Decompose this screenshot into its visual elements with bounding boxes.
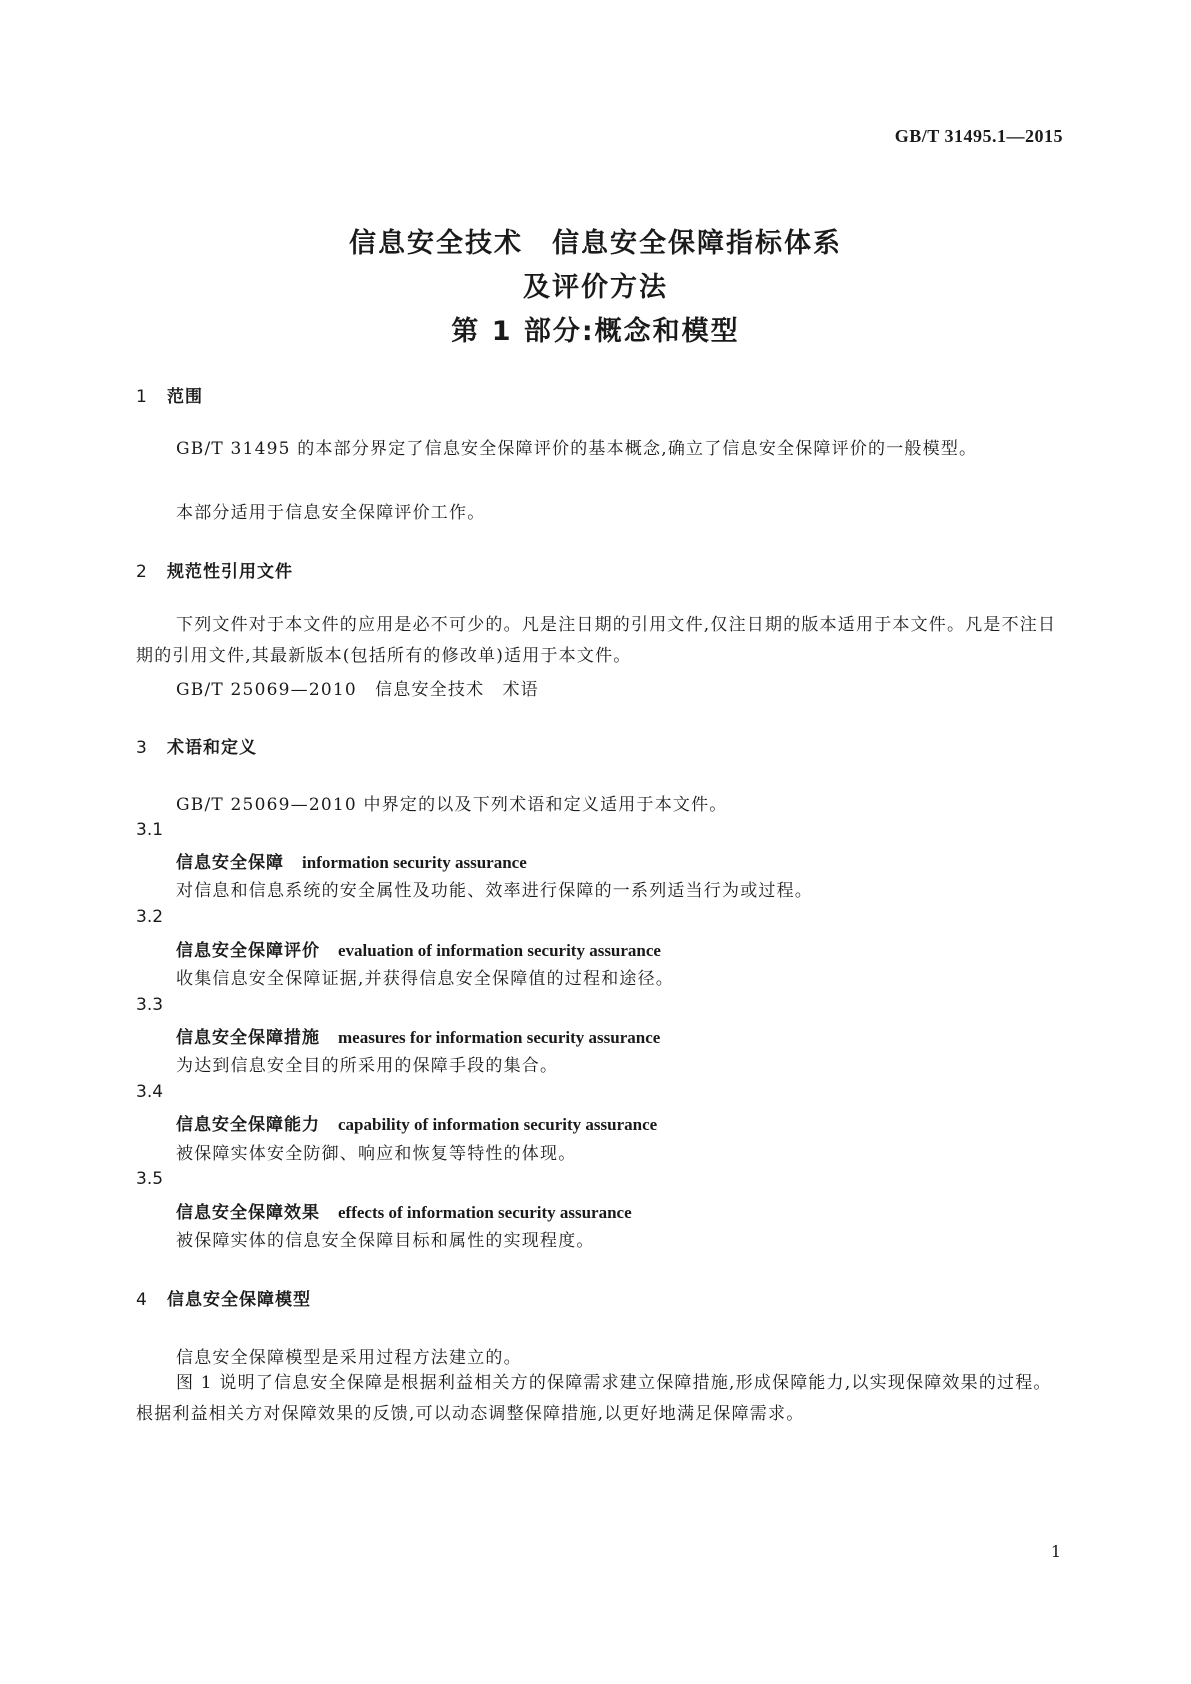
section-heading-3 [136, 733, 257, 758]
section-number: 4 [136, 1290, 148, 1310]
term-name-en: evaluation of information security assurance [338, 941, 661, 960]
term-name-zh: 信息安全保障评价 [176, 941, 320, 961]
term-definition: 收集信息安全保障证据,并获得信息安全保障值的过程和途径。 [176, 969, 675, 989]
paragraph: 下列文件对于本文件的应用是必不可少的。凡是注日期的引用文件,仅注日期的版本适用于本文件。凡是不注日期的引用文件,其最新版本(包括所有的修改单)适用于本文件。 [136, 615, 1057, 666]
terms-intro: GB/T 25069—2010 中界定的以及下列术语和定义适用于本文件。 [176, 795, 728, 815]
title-line-3: 第 1 部分:概念和模型 [451, 316, 740, 347]
section-heading-1 [136, 382, 203, 407]
section-heading-2 [136, 557, 293, 582]
title-line-1: 信息安全技术 信息安全保障指标体系 [349, 228, 842, 259]
term-name-en: effects of information security assurance [338, 1203, 632, 1222]
term-number: 3.3 [136, 995, 164, 1015]
term-name-zh: 信息安全保障 [176, 853, 284, 873]
section-title: 信息安全保障模型 [167, 1290, 311, 1310]
term-number: 3.5 [136, 1169, 164, 1189]
section-title: 规范性引用文件 [167, 562, 293, 582]
standard-code: GB/T 31495.1—2015 [894, 126, 1063, 146]
page-number: 1 [1050, 1542, 1061, 1561]
document-title [0, 222, 1191, 354]
section-title: 范围 [167, 387, 203, 407]
section-number: 3 [136, 738, 148, 758]
term-name-en: capability of information security assurance [338, 1115, 658, 1134]
section-heading-4 [136, 1285, 311, 1310]
term-name [176, 1198, 632, 1223]
term-name-zh: 信息安全保障措施 [176, 1028, 320, 1048]
section-number: 2 [136, 562, 148, 582]
term-number: 3.4 [136, 1082, 164, 1102]
paragraph: 信息安全保障模型是采用过程方法建立的。 [176, 1348, 522, 1368]
term-name [176, 1023, 660, 1048]
term-definition: 被保障实体安全防御、响应和恢复等特性的体现。 [176, 1144, 577, 1164]
paragraph: GB/T 31495 的本部分界定了信息安全保障评价的基本概念,确立了信息安全保障评价的一般模型。 [176, 439, 978, 459]
term-definition: 为达到信息安全目的所采用的保障手段的集合。 [176, 1056, 559, 1076]
term-name-en: measures for information security assurance [338, 1028, 661, 1047]
term-name-zh: 信息安全保障能力 [176, 1115, 320, 1135]
term-number: 3.1 [136, 820, 164, 840]
term-name-en: information security assurance [302, 853, 527, 872]
normative-reference: GB/T 25069—2010 信息安全技术 术语 [176, 680, 539, 700]
section-title: 术语和定义 [167, 738, 257, 758]
paragraph: 本部分适用于信息安全保障评价工作。 [176, 503, 486, 523]
term-name [176, 848, 527, 873]
term-name-zh: 信息安全保障效果 [176, 1203, 320, 1223]
term-definition: 被保障实体的信息安全保障目标和属性的实现程度。 [176, 1231, 595, 1251]
section-number: 1 [136, 387, 148, 407]
term-definition: 对信息和信息系统的安全属性及功能、效率进行保障的一系列适当行为或过程。 [176, 881, 813, 901]
term-name [176, 1110, 657, 1135]
title-line-2: 及评价方法 [523, 272, 668, 303]
paragraph: 图 1 说明了信息安全保障是根据利益相关方的保障需求建立保障措施,形成保障能力,以实现保障效果的过程。根据利益相关方对保障效果的反馈,可以动态调整保障措施,以更好地满足保障需求。 [136, 1373, 1052, 1424]
term-number: 3.2 [136, 907, 164, 927]
term-name [176, 936, 661, 961]
